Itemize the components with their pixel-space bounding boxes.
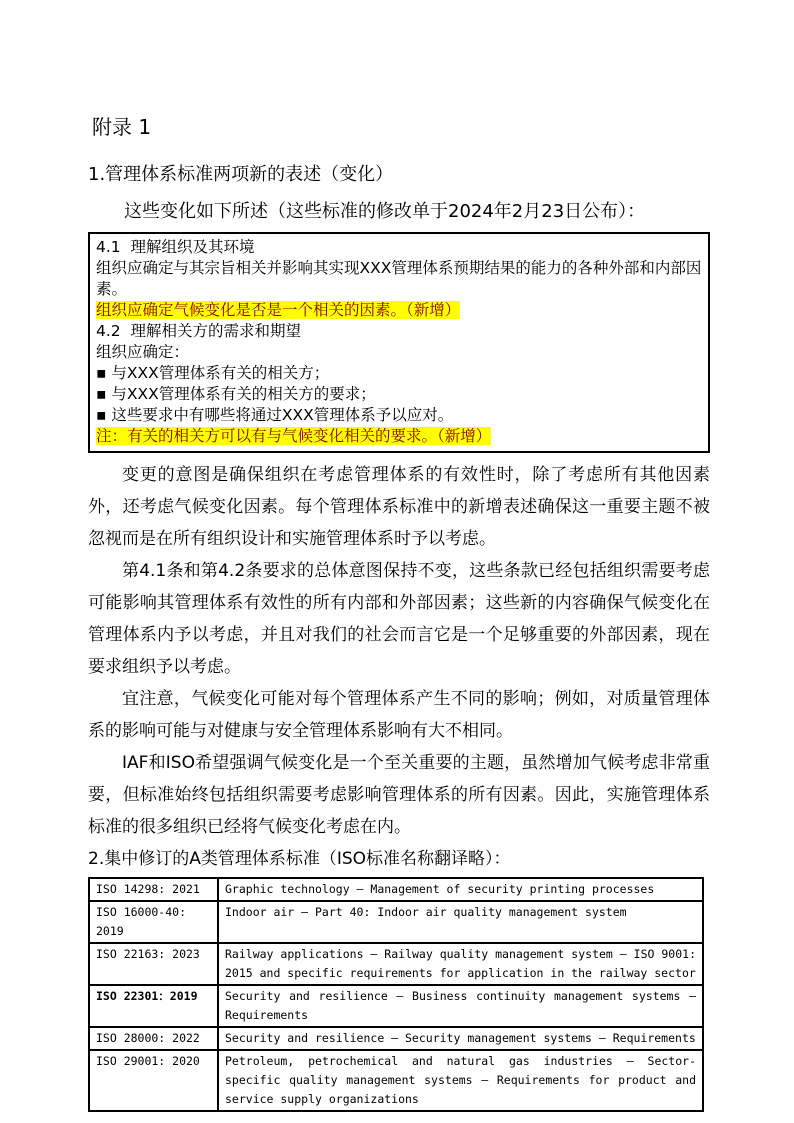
intro-paragraph: 这些变化如下所述（这些标准的修改单于2024年2月23日公布）： — [124, 201, 646, 222]
standard-code-cell: ISO 28000: 2022 — [89, 1027, 218, 1050]
clause-bullet-1: ▪ 与XXX管理体系有关的相关方； — [96, 364, 330, 382]
standard-code-cell: ISO 22163: 2023 — [89, 943, 218, 985]
standard-title-cell: Security and resilience — Security management systems — Requirements — [218, 1027, 703, 1050]
table-row — [89, 878, 703, 901]
standard-code-cell: ISO 16000-40: 2019 — [89, 901, 218, 943]
clause-bullet-3: ▪ 这些要求中有哪些将通过XXX管理体系予以应对。 — [96, 406, 454, 424]
table-row — [89, 1050, 703, 1111]
clause-note-new — [96, 426, 702, 447]
table-row — [89, 901, 703, 943]
highlight-text: 组织应确定气候变化是否是一个相关的因素。（新增） — [96, 301, 461, 319]
standard-title-cell: Indoor air — Part 40: Indoor air quality management system — [218, 901, 703, 943]
body-paragraph: 第4.1条和第4.2条要求的总体意图保持不变，这些条款已经包括组织需要考虑可能影响其管理体系有效性的所有内部和外部因素；这些新的内容确保气候变化在管理体系内予以考虑，并且对我们的社会而言它是一个足够重要的外部因素，现在要求组织予以考虑。 — [88, 561, 710, 677]
body-paragraph: IAF和ISO希望强调气候变化是一个至关重要的主题，虽然增加气候考虑非常重要，但标准始终包括组织需要考虑影响管理体系的所有因素。因此，实施管理体系标准的很多组织已经将气候变化考虑在内。 — [88, 753, 710, 837]
body-paragraph: 变更的意图是确保组织在考虑管理体系的有效性时，除了考虑所有其他因素外，还考虑气候变化因素。每个管理体系标准中的新增表述确保这一重要主题不被忽视而是在所有组织设计和实施管理体系时予以考虑。 — [88, 465, 710, 549]
clause-line-context: 组织应确定与其宗旨相关并影响其实现XXX管理体系预期结果的能力的各种外部和内部因素。 — [96, 259, 702, 298]
standards-table — [88, 877, 704, 1112]
standard-title-cell: Security and resilience — Business continuity management systems — Requirements — [218, 985, 703, 1027]
clause-bullet-2: ▪ 与XXX管理体系有关的相关方的要求； — [96, 385, 376, 403]
appendix-title: 附录 1 — [92, 115, 152, 139]
section-1-heading: 1.管理体系标准两项新的表述（变化） — [88, 164, 394, 185]
clause-line-4-2: 4.2 理解相关方的需求和期望 — [96, 322, 302, 340]
clause-line-climate-new — [96, 300, 702, 321]
standard-code-cell: ISO 22301：2019 — [89, 985, 218, 1027]
section-2-heading: 2.集中修订的A类管理体系标准（ISO标准名称翻译略）： — [88, 849, 511, 869]
highlight-text: 注：有关的相关方可以有与气候变化相关的要求。（新增） — [96, 427, 492, 445]
standard-title-cell: Railway applications — Railway quality management system — ISO 9001: 2015 and specific requirements for application in the railway sector — [218, 943, 703, 985]
clause-line-4-1: 4.1 理解组织及其环境 — [96, 238, 255, 256]
clause-change-box — [88, 232, 710, 453]
table-row — [89, 1027, 703, 1050]
standard-title-cell: Petroleum, petrochemical and natural gas industries — Sector-specific quality management systems — Requirements for product and service supply organizations — [218, 1050, 703, 1111]
table-row — [89, 943, 703, 985]
clause-line-determine: 组织应确定： — [96, 343, 190, 361]
standard-code-cell: ISO 14298: 2021 — [89, 878, 218, 901]
table-row — [89, 985, 703, 1027]
body-paragraph: 宜注意，气候变化可能对每个管理体系产生不同的影响；例如，对质量管理体系的影响可能与对健康与安全管理体系影响有大不相同。 — [88, 689, 710, 741]
standard-code-cell: ISO 29001: 2020 — [89, 1050, 218, 1111]
standard-title-cell: Graphic technology — Management of security printing processes — [218, 878, 703, 901]
